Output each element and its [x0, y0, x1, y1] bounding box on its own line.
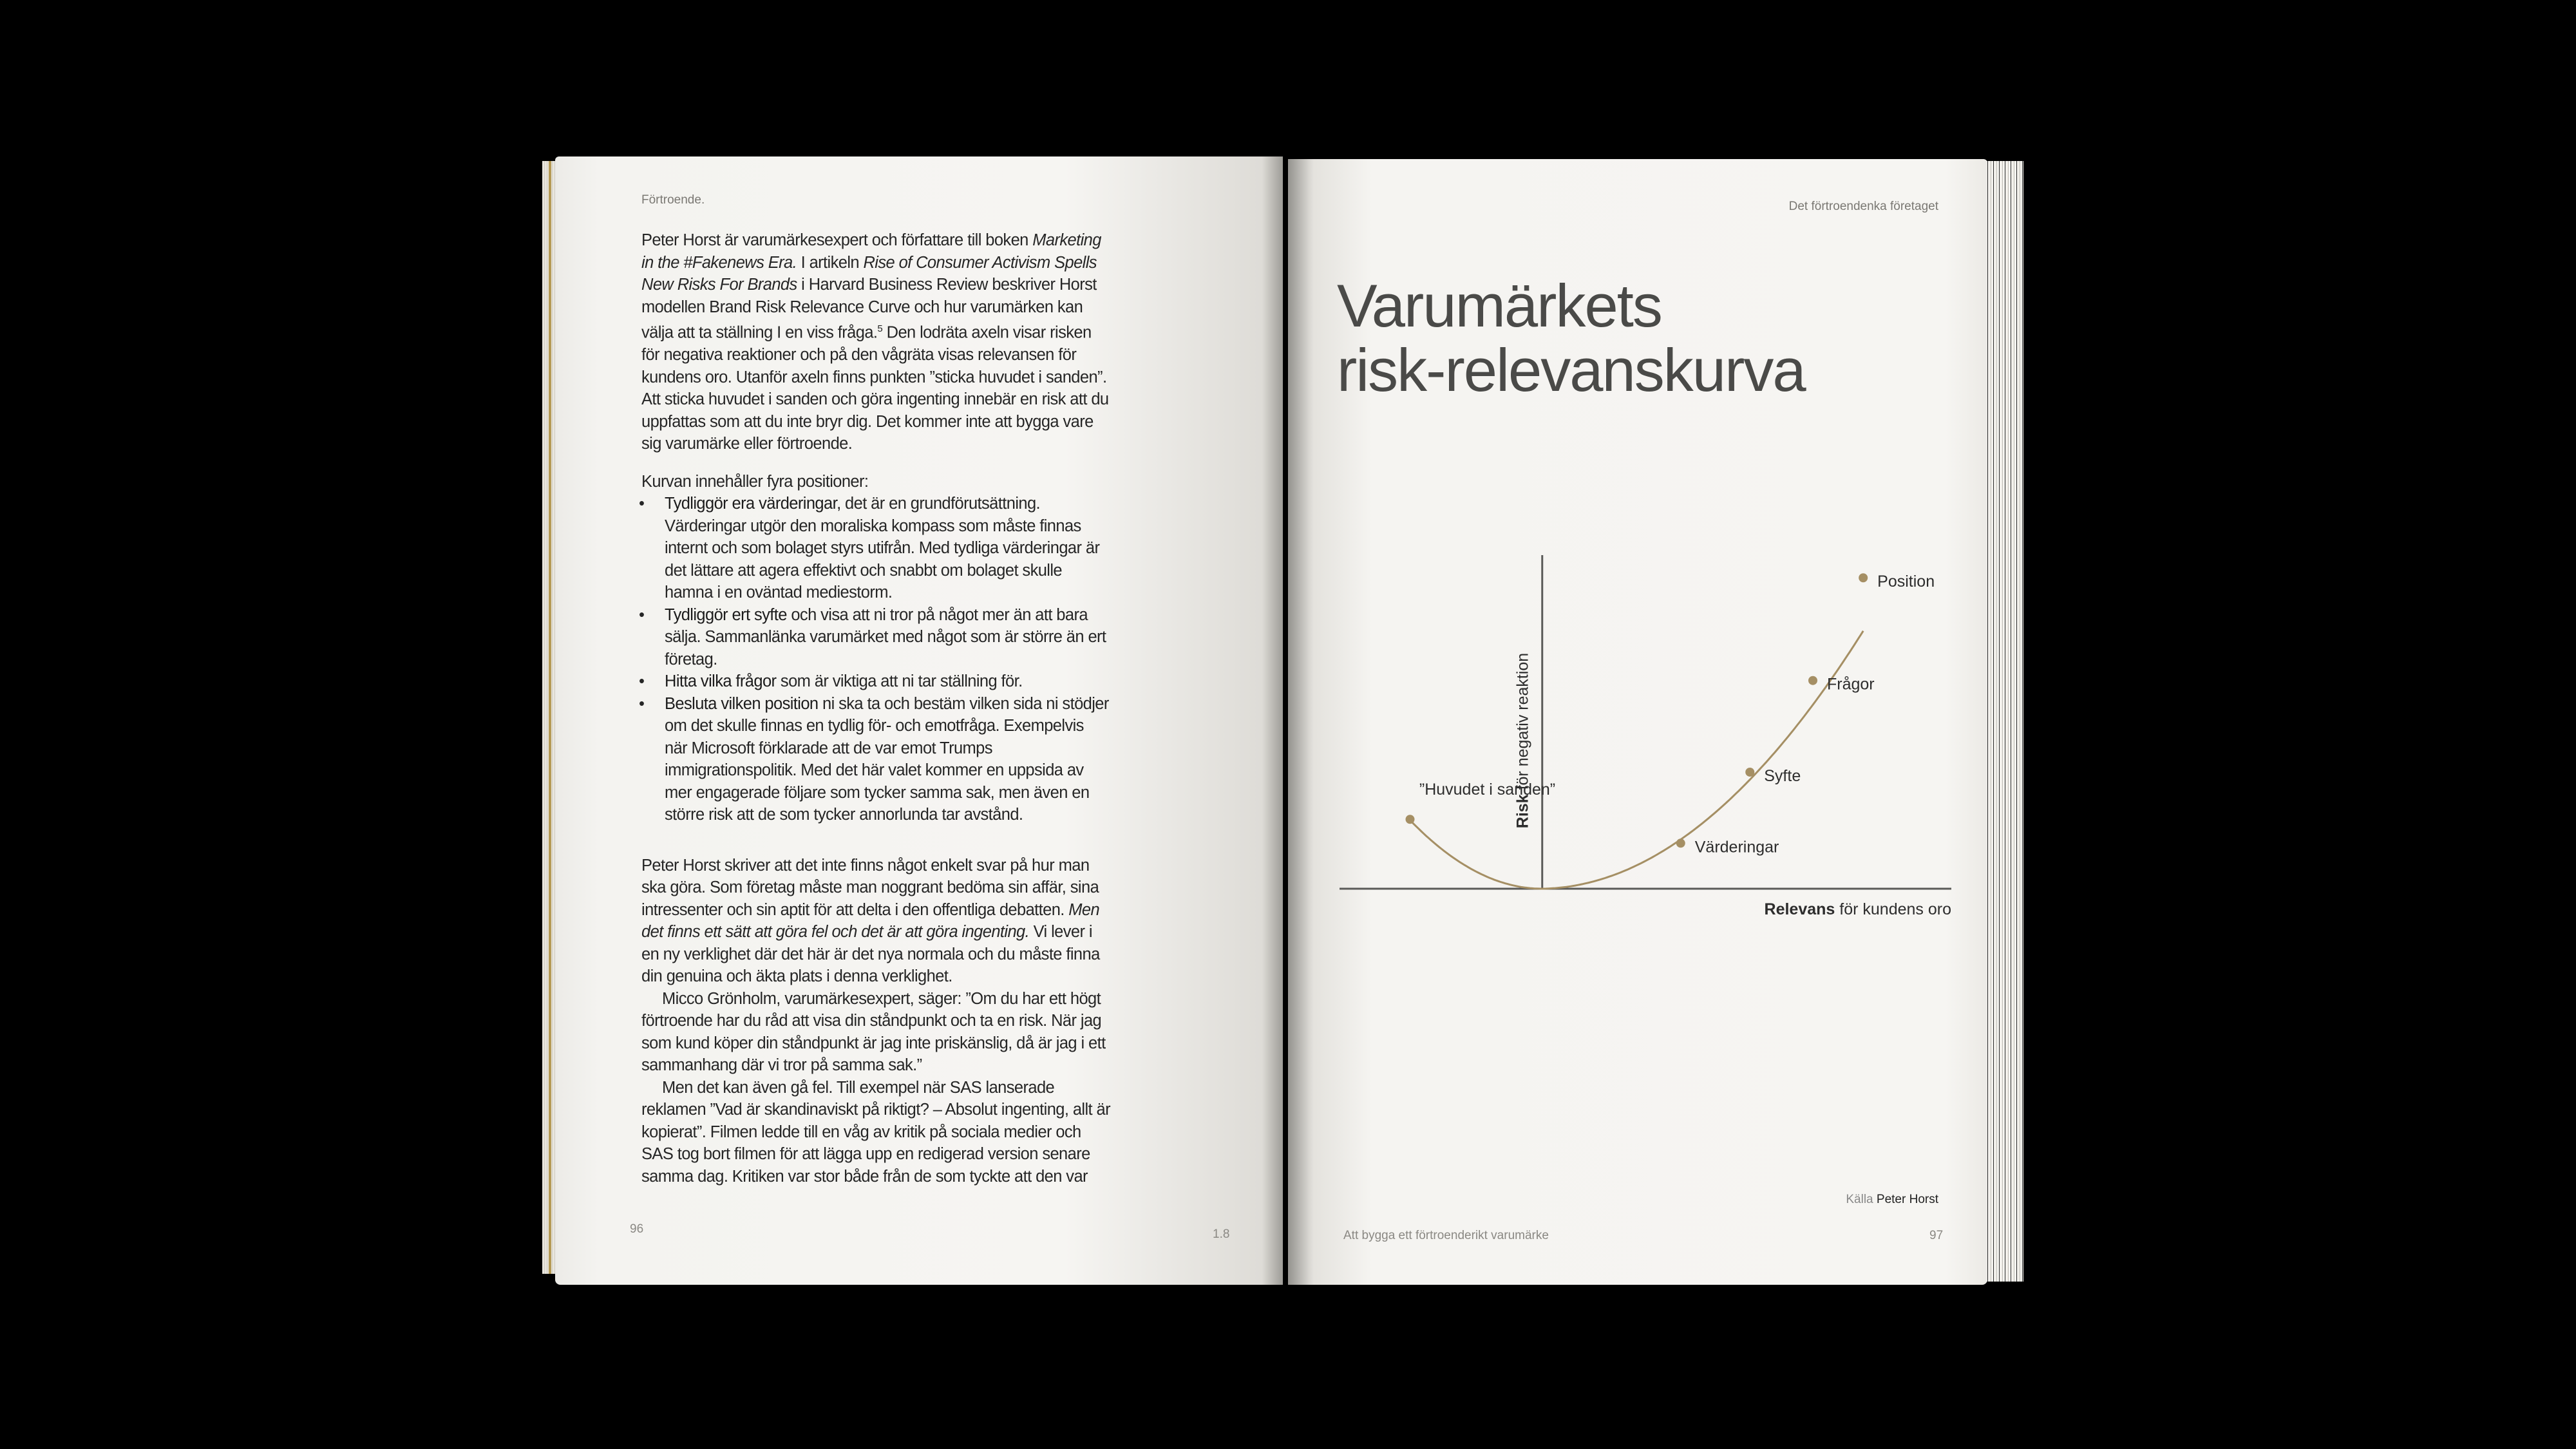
chart-point	[1808, 676, 1817, 685]
y-axis-label: Risk för negativ reaktion	[1513, 652, 1532, 829]
paragraph-4: Men det kan även gå fel. Till exempel när SAS lanserade reklamen ”Vad är skandinaviskt på riktigt? – Absolut ingenting, allt är kopierat”. Filmen ledde till en våg av kritik på sociala medier och SAS tog bort filmen för att lägga upp en redigerad version senare samma dag. Kritiken var stor både från de som tyckte att den var	[641, 1078, 1111, 1186]
page-title: Varumärkets risk-relevanskurva	[1337, 271, 1805, 404]
page-number-right: 97	[1929, 1229, 1944, 1242]
chart-points	[1406, 573, 1935, 856]
footer-title: Att bygga ett förtroenderikt varumärke	[1343, 1229, 1549, 1242]
chart-point-label: Position	[1877, 573, 1935, 591]
book-gutter	[1262, 155, 1314, 1288]
list-item: • Tydliggör ert syfte och visa att ni tror på något mer än att bara sälja. Sammanlänka varumärket med något som är större än ert företag.	[641, 604, 1110, 671]
chart-point-label: Värderingar	[1694, 838, 1779, 857]
running-head-right: Det förtroendenka företaget	[1788, 200, 1938, 213]
list-item: • Besluta vilken position ni ska ta och bestäm vilken sida ni stödjer om det skulle finnas en tydlig för- och emotfråga. Exempelvis när Microsoft förklarade att de var emot Trumps immigrationspolitik. Med det här valet kommer en uppsida av mer engagerade följare som tycker samma sak, men även en större risk att de som tycker annorlunda tar avstånd.	[641, 693, 1110, 826]
chart-point	[1859, 573, 1868, 582]
footnote-marker: 5	[877, 323, 883, 334]
right-page-edges	[1982, 161, 2023, 1282]
chart-axes	[1340, 555, 1951, 889]
paragraph-1: Peter Horst är varumärkesexpert och författare till boken Marketing in the #Fakenews Era. I artikeln Rise of Consumer Activism Spells New Risks For Brands i Harvard Business Review beskriver Horst modellen Brand Risk Relevance Curve och hur varumärken kan välja att ta ställning I en viss fråga.$^5$ Den lodräta axeln visar risken för negativa reaktioner och på den vågräta visas relevansen för kundens oro. Utanför axeln finns punkten ”sticka huvudet i sanden”. Att sticka huvudet i sanden och göra ingenting innebär en risk att du uppfattas som att du inte bryr dig. Det kommer inte att bygga vare sig varumärke eller förtroende.	[641, 231, 1109, 453]
left-page-body	[641, 229, 1110, 1188]
chart-point-label: Syfte	[1764, 766, 1801, 785]
chart-point-label: Frågor	[1826, 675, 1875, 694]
list-item: • Hitta vilka frågor som är viktiga att ni tar ställning för.	[641, 670, 1110, 693]
list-item: • Tydliggör era värderingar, det är en grundförutsättning. Värderingar utgör den moraliska kompass som måste finnas internt och som bolaget styrs utifrån. Med tydliga värderingar är det lättare att agera effektivt och snabbt om bolaget skulle hamna i en oväntad mediestorm.	[641, 493, 1110, 604]
page-number-left: 96	[630, 1222, 644, 1236]
source-credit: Källa Peter Horst	[1846, 1193, 1938, 1206]
positions-list	[641, 493, 1110, 826]
chart-point	[1745, 768, 1754, 777]
risk-relevance-chart	[1333, 554, 1958, 927]
list-intro: Kurvan innehåller fyra positioner:	[641, 472, 869, 491]
paragraph-3: Micco Grönholm, varumärkesexpert, säger: ”Om du har ett högt förtroende har du råd att visa din ståndpunkt och ta en risk. När jag som kund köper din ståndpunkt är jag inte priskänslig, då är jag i ett sammanhang där vi tror på samma sak.”	[641, 989, 1106, 1074]
x-axis-label: Relevans för kundens oro	[1764, 900, 1951, 918]
risk-relevance-curve	[1410, 631, 1864, 889]
chart-point	[1406, 815, 1415, 824]
chart-point	[1676, 838, 1685, 848]
section-number: 1.8	[1213, 1227, 1230, 1241]
chart-point-label: ”Huvudet i sanden”	[1419, 781, 1556, 799]
running-head-left: Förtroende.	[641, 193, 705, 207]
paragraph-2: Peter Horst skriver att det inte finns något enkelt svar på hur man ska göra. Som företag måste man noggrant bedöma sin affär, sina intressenter och sin aptit för att delta i den offentliga debatten. Men det finns ett sätt att göra fel och det är att göra ingenting. Vi lever i en ny verklighet där det här är det nya normala och du måste finna din genuina och äkta plats i denna verklighet.	[641, 856, 1100, 985]
